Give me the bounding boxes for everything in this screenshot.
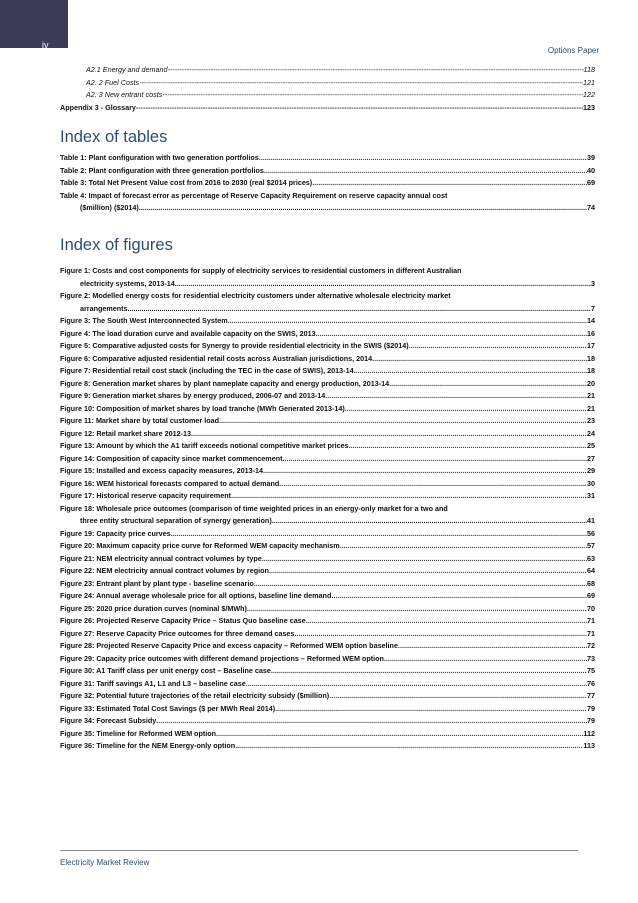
index-entry-label: Figure 21: NEM electricity annual contract volumes by type [60,553,262,563]
index-entry[interactable] [60,478,595,491]
toc-entry[interactable] [60,102,595,115]
index-entry-page: 71 [587,628,595,638]
index-entry-label: Table 1: Plant configuration with two generation portfolios [60,153,259,162]
index-entry-label: Figure 16: WEM historical forecasts compared to actual demand [60,478,280,488]
index-entry[interactable] [60,265,595,290]
index-entry[interactable] [60,490,595,503]
index-entry-page: 29 [587,466,595,475]
index-entry-label: Figure 11: Market share by total customer load [60,416,219,425]
index-entry[interactable] [60,378,595,391]
index-entry-label-cont: three entity structural separation of synergy generation) [80,516,272,525]
index-of-figures-heading: Index of figures [60,236,173,254]
index-entry-label: Table 2: Plant configuration with three generation portfolios [60,165,264,175]
index-entry[interactable] [60,628,595,641]
index-entry-label: Figure 2: Modelled energy costs for residential electricity customers under alternative wholesale electricity market [60,291,451,300]
index-entry-page: 23 [587,416,595,425]
index-entry-label: Figure 7: Residential retail cost stack (including the TEC in the case of SWIS), 2013-14 [60,366,354,375]
page-number-tab [0,0,68,48]
index-entry-page: 31 [587,491,595,500]
index-entry-page: 56 [587,528,595,538]
index-entry-page: 63 [587,553,595,563]
index-entry-label: Figure 5: Comparative adjusted costs for Synergy to provide residential electricity in the SWIS ($2014) [60,341,409,350]
index-entry[interactable] [60,415,595,428]
index-entry-label: Figure 14: Composition of capacity since market commencement [60,453,283,463]
index-entry-label: Figure 18: Wholesale price outcomes (comparison of time weighted prices in an energy-only market for a two and [60,503,448,513]
toc-continuation [60,64,595,114]
index-entry[interactable] [60,428,595,441]
toc-entry-label: Appendix 3 - Glossary [60,102,136,112]
index-entry[interactable] [60,540,595,553]
index-entry-label: Figure 8: Generation market shares by plant nameplate capacity and energy production, 2013-14 [60,378,390,388]
index-entry-page: 77 [587,691,595,700]
index-entry[interactable] [60,365,595,378]
index-entry-label: Figure 20: Maximum capacity price curve for Reformed WEM capacity mechanism [60,541,340,550]
index-entry-label: Figure 4: The load duration curve and available capacity on the SWIS, 2013 [60,328,316,338]
index-entry-page: 17 [587,341,595,350]
index-entry-page: 39 [587,153,595,162]
index-entry-label: Figure 13: Amount by which the A1 tariff exceeds notional competitive market prices [60,441,349,450]
index-entry[interactable] [60,290,595,315]
index-entry-label: Figure 32: Potential future trajectories of the retail electricity subsidy ($million) [60,691,330,700]
index-entry-page: 70 [587,603,595,613]
index-of-tables-heading: Index of tables [60,128,168,146]
index-entry-label: Figure 15: Installed and excess capacity measures, 2013-14 [60,466,263,475]
index-entry-label: Figure 12: Retail market share 2012-13 [60,428,192,438]
index-entry-page: 57 [587,541,595,550]
toc-entry-page: 118 [583,65,595,74]
index-entry-label: Figure 9: Generation market shares by energy produced, 2006-07 and 2013-14 [60,391,326,400]
index-entry-page: 113 [583,741,595,750]
index-entry[interactable] [60,553,595,566]
index-entry[interactable] [60,453,595,466]
index-entry-page: 20 [587,378,595,388]
index-entry[interactable] [60,465,595,478]
index-entry-label: Figure 36: Timeline for the NEM Energy-only option [60,741,236,750]
index-entry-page: 21 [587,403,595,413]
index-entry-label-cont: arrangements [80,303,128,313]
index-entry-label: Figure 28: Projected Reserve Capacity Price and excess capacity – Reformed WEM option baseline [60,641,398,650]
index-entry-label: Figure 25: 2020 price duration curves (nominal $/MWh) [60,603,247,613]
index-entry-page: 21 [587,391,595,400]
index-entry-page: 40 [587,165,595,175]
index-entry[interactable] [60,678,595,691]
footer-text: Electricity Market Review [60,858,150,867]
index-entry[interactable] [60,190,595,215]
index-entry[interactable] [60,653,595,666]
index-entry-label: Figure 33: Estimated Total Cost Savings ($ per MWh Real 2014) [60,703,276,713]
index-entry[interactable] [60,615,595,628]
index-entry[interactable] [60,390,595,403]
index-entry-page: 112 [583,728,595,738]
index-entry-label: Figure 6: Comparative adjusted residential retail costs across Australian jurisdictions, 2014 [60,353,373,363]
index-entry-page: 18 [587,366,595,375]
index-entry[interactable] [60,715,595,728]
index-entry[interactable] [60,503,595,528]
toc-entry-label: A2.1 Energy and demand [86,65,168,74]
index-entry[interactable] [60,340,595,353]
toc-entry-label: A2. 2 Fuel Costs [86,77,140,87]
index-entry-page: 74 [587,203,595,212]
index-entry-page: 7 [591,303,595,313]
index-entry-page: 75 [587,666,595,675]
index-entry-label: Figure 27: Reserve Capacity Price outcomes for three demand cases [60,628,295,638]
index-entry-page: 14 [587,316,595,325]
tables-list [60,152,595,215]
index-entry-page: 73 [587,653,595,663]
index-entry-label: Figure 29: Capacity price outcomes with different demand projections – Reformed WEM option [60,653,384,663]
index-entry-label: Figure 34: Forecast Subsidy [60,716,157,725]
index-entry-page: 76 [587,678,595,688]
index-entry[interactable] [60,315,595,328]
index-entry-page: 27 [587,453,595,463]
index-entry[interactable] [60,177,595,190]
index-entry[interactable] [60,640,595,653]
figures-list [60,265,595,753]
index-entry[interactable] [60,703,595,716]
index-entry-label: Figure 31: Tariff savings A1, L1 and L3 – baseline case [60,678,246,688]
footer-divider [60,850,578,851]
index-entry-label: Figure 26: Projected Reserve Capacity Price – Status Quo baseline case [60,616,306,625]
index-entry[interactable] [60,152,595,165]
index-entry-label: Figure 3: The South West Interconnected System [60,316,228,325]
toc-entry[interactable] [60,77,595,90]
toc-entry-label: A2. 3 New entrant costs [86,90,163,99]
index-entry-page: 68 [587,578,595,588]
toc-entry[interactable] [60,89,595,102]
index-entry[interactable] [60,690,595,703]
index-entry-label: Figure 30: A1 Tariff class per unit energy cost – Baseline case [60,666,271,675]
index-entry-page: 79 [587,703,595,713]
index-entry[interactable] [60,528,595,541]
index-entry[interactable] [60,665,595,678]
index-entry-label-cont: electricity systems, 2013-14 [80,278,175,288]
toc-entry-page: 123 [583,102,595,112]
index-entry-page: 3 [591,278,595,288]
index-entry-page: 71 [587,616,595,625]
toc-entry-page: 121 [583,77,595,87]
index-entry[interactable] [60,165,595,178]
index-entry[interactable] [60,590,595,603]
toc-entry[interactable] [60,64,595,77]
index-entry-page: 79 [587,716,595,725]
index-entry[interactable] [60,328,595,341]
index-entry-page: 18 [587,353,595,363]
index-entry-page: 72 [587,641,595,650]
index-entry-page: 41 [587,516,595,525]
document-type-label: Options Paper [547,46,599,55]
index-entry[interactable] [60,440,595,453]
index-entry[interactable] [60,578,595,591]
index-entry-label: Table 4: Impact of forecast error as percentage of Reserve Capacity Requirement on reserve capacity annual cost [60,190,448,200]
index-entry-page: 64 [587,566,595,575]
index-entry[interactable] [60,403,595,416]
index-entry-label: Figure 22: NEM electricity annual contract volumes by region [60,566,269,575]
index-entry[interactable] [60,353,595,366]
index-entry-page: 24 [587,428,595,438]
index-entry-page: 16 [587,328,595,338]
index-entry-label-cont: ($million) ($2014) [80,203,139,212]
index-entry-label: Figure 23: Entrant plant by plant type - baseline scenario [60,578,254,588]
page-number: iv [42,40,49,50]
index-entry-page: 69 [587,591,595,600]
index-entry[interactable] [60,728,595,741]
index-entry-label: Figure 10: Composition of market shares by load tranche (MWh Generated 2013-14) [60,403,345,413]
index-entry[interactable] [60,740,595,753]
toc-entry-page: 122 [583,90,595,99]
index-entry-page: 69 [587,178,595,187]
index-entry-label: Figure 24: Annual average wholesale price for all options, baseline line demand. [60,591,334,600]
index-entry-label: Figure 19: Capacity price curves [60,528,171,538]
index-entry-label: Figure 17: Historical reserve capacity requirement [60,491,231,500]
index-entry-label: Table 3: Total Net Present Value cost from 2016 to 2030 (real $2014 prices) [60,178,313,187]
index-entry-page: 25 [587,441,595,450]
index-entry[interactable] [60,565,595,578]
index-entry-page: 30 [587,478,595,488]
index-entry-label: Figure 1: Costs and cost components for supply of electricity services to residential customers in different Australian [60,266,462,275]
index-entry[interactable] [60,603,595,616]
index-entry-label: Figure 35: Timeline for Reformed WEM option [60,728,217,738]
